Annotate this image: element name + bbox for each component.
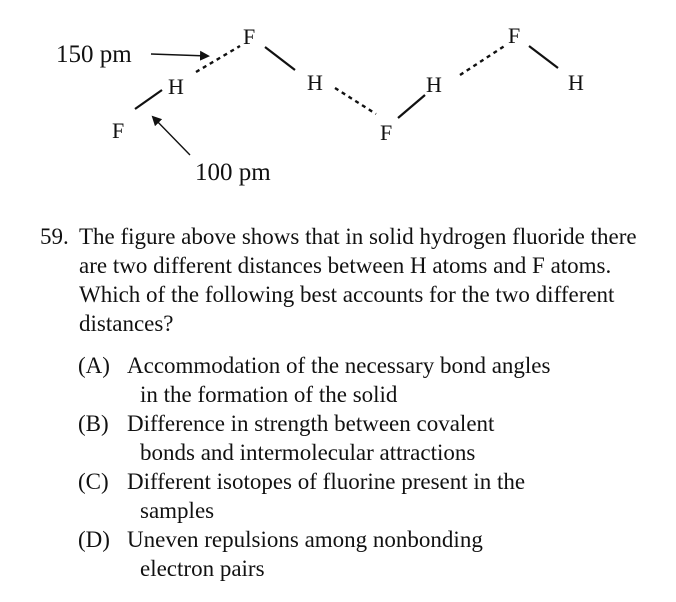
hydrogen-bond-1 <box>196 46 240 72</box>
question-stem <box>40 222 640 338</box>
option-c[interactable] <box>78 467 638 525</box>
option-text: Different isotopes of fluorine present in the <box>127 469 526 494</box>
option-text: Difference in strength between covalent <box>127 411 495 436</box>
option-letter: (B) <box>78 411 109 436</box>
question-text: The figure above shows that in solid hydrogen fluoride there are two different distances between H atoms and F atoms. Which of the following best accounts for the two different distances? <box>79 224 637 336</box>
atom-f-2: F <box>243 24 256 49</box>
atom-f-4: F <box>508 23 521 48</box>
option-d[interactable] <box>78 525 638 583</box>
option-letter: (D) <box>78 527 110 552</box>
covalent-bond-1 <box>135 90 162 109</box>
option-b[interactable] <box>78 409 638 467</box>
covalent-bond-4 <box>529 46 558 68</box>
atom-h-3: H <box>426 72 442 97</box>
covalent-bond-2 <box>265 47 295 70</box>
covalent-bond-3 <box>398 95 425 118</box>
hydrogen-fluoride-chain-figure <box>0 0 676 200</box>
option-text: Accommodation of the necessary bond angles <box>127 353 551 378</box>
atom-h-1: H <box>168 74 184 99</box>
option-text: Uneven repulsions among nonbonding <box>127 527 483 552</box>
atom-h-2: H <box>307 70 323 95</box>
atom-h-4: H <box>568 70 584 95</box>
answer-options <box>78 351 638 583</box>
arrow-100-pm <box>153 117 190 155</box>
hydrogen-bond-2 <box>335 88 376 114</box>
option-a[interactable] <box>78 351 638 409</box>
hydrogen-bond-3 <box>460 45 506 75</box>
option-text: samples <box>140 498 215 523</box>
question-number: 59. <box>40 224 69 249</box>
option-text: in the formation of the solid <box>140 382 398 407</box>
option-letter: (C) <box>78 469 109 494</box>
arrow-150-pm <box>151 54 208 56</box>
atom-f-3: F <box>380 120 393 145</box>
label-100-pm: 100 pm <box>195 159 271 186</box>
atom-f-1: F <box>112 118 125 143</box>
label-150-pm: 150 pm <box>56 41 132 68</box>
option-letter: (A) <box>78 353 110 378</box>
option-text: bonds and intermolecular attractions <box>140 440 476 465</box>
option-text: electron pairs <box>140 556 265 581</box>
